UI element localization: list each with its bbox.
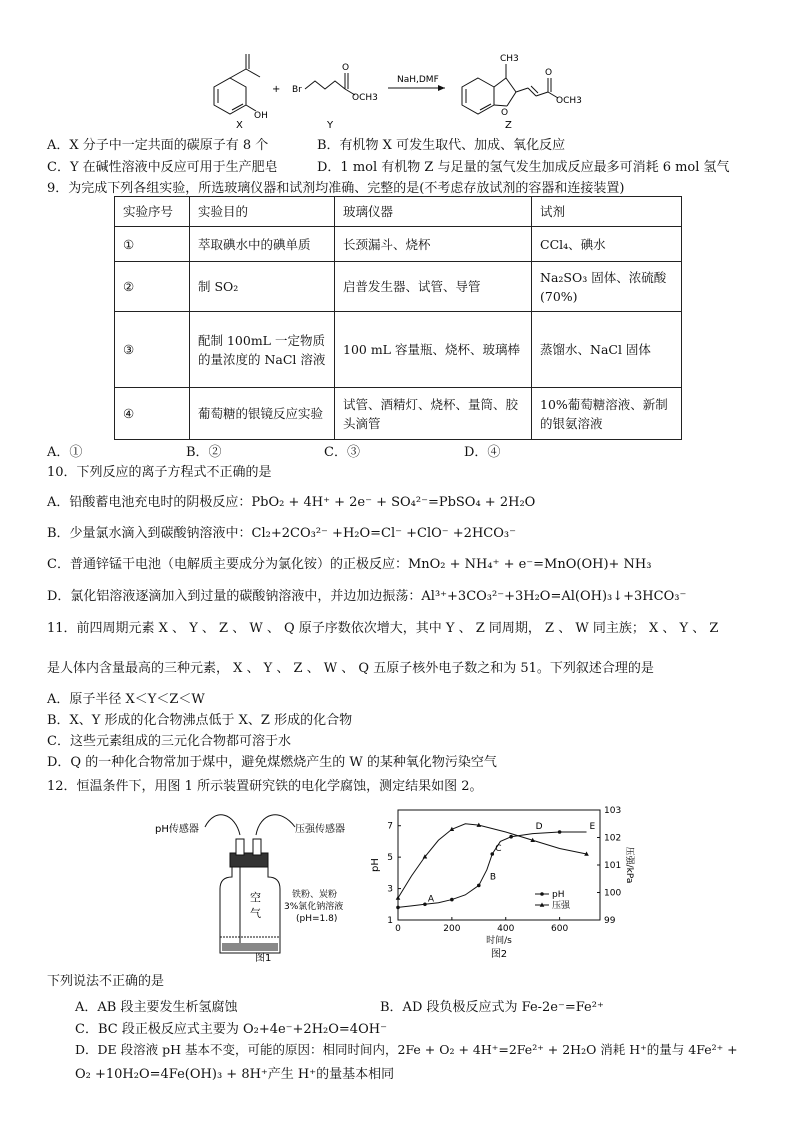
q9-option-d: D．④ (464, 445, 501, 460)
br-label: Br (292, 85, 302, 95)
q8-option-c: C．Y 在碱性溶液中反应可用于生产肥皂 (47, 160, 278, 175)
q9-table (114, 196, 682, 440)
y-left-tick-label: 1 (387, 916, 393, 926)
q10-option-a: A．铅酸蓄电池充电时的阴极反应：PbO₂ + 4H⁺ + 2e⁻ + SO₄²⁻=PbSO₄ + 2H₂O (47, 495, 536, 510)
q10-option-d: D．氯化铝溶液逐滴加入到过量的碳酸钠溶液中，并边加边振荡：Al³⁺+3CO₃²⁻+3H₂O=Al(OH)₃↓+3HCO₃⁻ (47, 589, 687, 604)
row-reagent: CCl₄、碘水 (532, 227, 682, 262)
y-right-tick-label: 100 (604, 888, 622, 899)
y-right-tick-label: 103 (604, 806, 622, 816)
ph-sensor-label: pH传感器 (155, 824, 199, 835)
header-cell: 试剂 (532, 197, 682, 227)
q10-stem: 10．下列反应的离子方程式不正确的是 (47, 465, 272, 480)
y-left-tick-label: 5 (387, 853, 393, 864)
figure-2-caption: 图2 (490, 949, 508, 960)
ph-probe-top (236, 839, 244, 855)
ph-point (450, 898, 454, 902)
ph-point (423, 902, 427, 906)
q11-option-a: A．原子半径 X＜Y＜Z＜W (47, 692, 205, 707)
y-right-axis-label: 压强/kPa (624, 846, 634, 884)
q8-option-d: D．1 mol 有机物 Z 与足量的氢气发生加成反应最多可消耗 6 mol 氢气 (317, 160, 730, 175)
pressure-sensor-wire (256, 815, 295, 835)
x-tick-label: 600 (551, 924, 569, 934)
q11-stem-line1: 11．前四周期元素 X 、 Y 、 Z 、 W 、 Q 原子序数依次增大，其中 Y 、 Z 同周期， Z 、 W 同主族； X 、 Y 、 Z (47, 621, 719, 636)
mixture-label-3: (pH=1.8) (296, 914, 338, 924)
ph-point (558, 830, 562, 834)
mixture-label-2: 3%氯化钠溶液 (284, 902, 344, 912)
point-label-a: A (427, 894, 435, 905)
point-label-d: D (535, 822, 543, 832)
compound-z-structure (462, 64, 558, 114)
y-left-axis-label: pH (370, 858, 381, 872)
row-purpose: 葡萄糖的银镜反应实验 (190, 388, 335, 440)
z-ring-o: O (501, 108, 509, 118)
q12-option-d-line2: O₂ +10H₂O=4Fe(OH)₃ + 8H⁺产生 H⁺的量基本相同 (75, 1067, 395, 1082)
point-label-c: C (495, 844, 502, 854)
y-right-tick-label: 102 (604, 833, 622, 844)
ph-sensor-wire (205, 815, 240, 835)
figure-2-chart (365, 802, 665, 967)
q11-option-d: D．Q 的一种化合物常加于煤中，避免煤燃烧产生的 W 的某种氧化物污染空气 (47, 755, 497, 770)
pressure-probe-top (253, 839, 261, 855)
figure-1-caption: 图1 (255, 953, 272, 964)
ph-point (490, 852, 494, 856)
row-no: ④ (115, 388, 190, 440)
figure-1-apparatus (150, 805, 380, 965)
reagent-label: NaH,DMF (397, 75, 439, 85)
reaction-scheme (200, 48, 620, 130)
q8-option-a: A．X 分子中一定共面的碳原子有 8 个 (47, 138, 269, 153)
q10-option-c: C．普通锌锰干电池（电解质主要成分为氯化铵）的正极反应：MnO₂ + NH₄⁺ + e⁻=MnO(OH)+ NH₃ (47, 557, 652, 572)
oh-label: OH (254, 111, 268, 121)
y-right-tick-label: 101 (604, 861, 622, 871)
row-reagent: 10%葡萄糖溶液、新制的银氨溶液 (532, 388, 682, 440)
x-axis-label: 时间/s (486, 936, 512, 946)
series-line-pressure (398, 824, 587, 898)
x-tick-label: 0 (395, 924, 401, 934)
compound-x-structure (214, 54, 260, 114)
row-purpose: 配制 100mL 一定物质的量浓度的 NaCl 溶液 (190, 312, 335, 388)
q9-option-b: B．② (186, 445, 222, 460)
y-carbonyl-o: O (342, 63, 350, 73)
table-header-row (115, 197, 682, 227)
y-left-tick-label: 7 (387, 821, 393, 832)
q12-after: 下列说法不正确的是 (47, 974, 165, 989)
z-och3: OCH3 (556, 96, 582, 106)
header-cell: 玻璃仪器 (335, 197, 532, 227)
q12-option-a: A．AB 段主要发生析氢腐蚀 (75, 1000, 238, 1015)
q11-option-b: B．X、Y 形成的化合物沸点低于 X、Z 形成的化合物 (47, 713, 353, 728)
row-no: ② (115, 262, 190, 312)
label-z: Z (505, 120, 512, 130)
row-glass: 100 mL 容量瓶、烧杯、玻璃棒 (335, 312, 532, 388)
q12-option-b: B．AD 段负极反应式为 Fe-2e⁻=Fe²⁺ (380, 1000, 604, 1015)
row-glass: 长颈漏斗、烧杯 (335, 227, 532, 262)
q9-stem: 9．为完成下列各组实验，所选玻璃仪器和试剂均准确、完整的是(不考虑存放试剂的容器和连接装置) (47, 181, 625, 196)
row-reagent: 蒸馏水、NaCl 固体 (532, 312, 682, 388)
legend-marker-ph (540, 892, 544, 896)
y-right-tick-label: 99 (604, 916, 616, 926)
pressure-sensor-label: 压强传感器 (295, 824, 345, 835)
x-tick-label: 400 (497, 924, 515, 934)
legend-label-ph: pH (552, 890, 565, 900)
legend-label-pressure: 压强 (552, 901, 571, 911)
y-och3: OCH3 (352, 93, 378, 103)
q9-option-a: A．① (47, 445, 83, 460)
z-carbonyl-o: O (545, 68, 553, 78)
air-label-1: 空 (250, 891, 261, 904)
header-cell: 实验序号 (115, 197, 190, 227)
iron-carbon-powder (222, 943, 278, 951)
table-row (115, 312, 682, 388)
label-y: Y (327, 120, 334, 130)
table-row (115, 388, 682, 440)
q12-option-d-line1: D．DE 段溶液 pH 基本不变，可能的原因：相同时间内，2Fe + O₂ + 4H⁺=2Fe²⁺ + 2H₂O 消耗 H⁺的量与 4Fe²⁺ + (75, 1042, 738, 1057)
table-row (115, 262, 682, 312)
plus-sign: + (272, 84, 281, 95)
air-label-2: 气 (250, 907, 261, 920)
row-no: ③ (115, 312, 190, 388)
q11-option-c: C．这些元素组成的三元化合物都可溶于水 (47, 734, 291, 749)
row-glass: 试管、酒精灯、烧杯、量筒、胶头滴管 (335, 388, 532, 440)
mixture-label-1: 铁粉、炭粉 (292, 890, 338, 900)
row-glass: 启普发生器、试管、导管 (335, 262, 532, 312)
ph-point (396, 906, 400, 910)
ph-point (477, 884, 481, 888)
q12-option-c: C．BC 段正极反应式主要为 O₂+4e⁻+2H₂O=4OH⁻ (75, 1022, 387, 1037)
point-label-b: B (489, 872, 497, 883)
x-tick-label: 200 (443, 924, 461, 934)
label-x: X (236, 120, 243, 130)
row-purpose: 萃取碘水中的碘单质 (190, 227, 335, 262)
q10-option-b: B．少量氯水滴入到碳酸钠溶液中：Cl₂+2CO₃²⁻ +H₂O=Cl⁻ +ClO⁻ +2HCO₃⁻ (47, 526, 516, 541)
q11-stem-line2: 是人体内含量最高的三种元素， X 、 Y 、 Z 、 W 、 Q 五原子核外电子数之和为 51。下列叙述合理的是 (47, 661, 654, 676)
table-row (115, 227, 682, 262)
row-purpose: 制 SO₂ (190, 262, 335, 312)
q9-option-c: C．③ (324, 445, 360, 460)
y-left-tick-label: 3 (387, 884, 393, 895)
header-cell: 实验目的 (190, 197, 335, 227)
point-label-e: E (589, 822, 596, 832)
ph-point (509, 835, 513, 839)
row-reagent: Na₂SO₃ 固体、浓硫酸(70%) (532, 262, 682, 312)
compound-y-structure (305, 73, 355, 95)
q8-option-b: B．有机物 X 可发生取代、加成、氧化反应 (317, 138, 566, 153)
z-ch3: CH3 (500, 54, 519, 64)
row-no: ① (115, 227, 190, 262)
q12-stem: 12．恒温条件下，用图 1 所示装置研究铁的电化学腐蚀，测定结果如图 2。 (47, 779, 483, 794)
